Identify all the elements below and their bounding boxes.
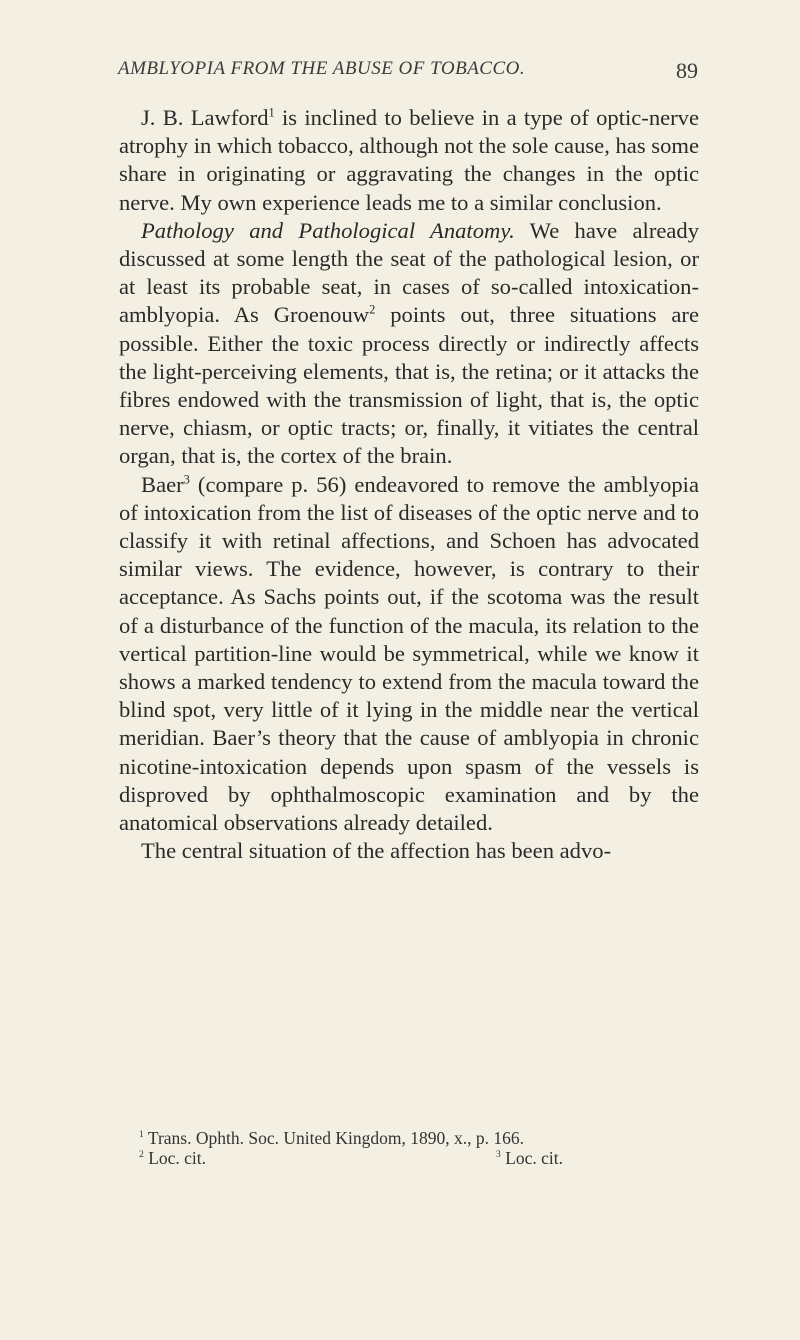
footnote-line — [139, 1148, 699, 1168]
footnote-mark: 3 — [496, 1149, 501, 1161]
footnote-text: Loc. cit. — [505, 1148, 564, 1168]
footnote-reference: 2 — [369, 302, 376, 317]
page-number: 89 — [676, 58, 698, 83]
footnote-mark: 1 — [139, 1129, 144, 1141]
running-head — [118, 58, 698, 88]
footnote-reference: 3 — [183, 472, 190, 487]
paragraph — [119, 837, 699, 865]
section-heading: Pathology and Pathological Anatomy. — [141, 217, 515, 243]
paragraph-text: J. B. Lawford — [141, 105, 269, 130]
paragraph — [119, 471, 699, 838]
paragraph-text: is inclined to believe in a type of optic-nerve atrophy in which tobacco, although not the sole cause, has some share in originating or aggravating the changes in the optic nerve. My own experience leads me to a similar conclusion. — [119, 105, 699, 215]
paragraph — [119, 104, 699, 217]
footnote-text: Loc. cit. — [148, 1148, 207, 1168]
footnote-text: Trans. Ophth. Soc. United Kingdom, 1890, x., p. 166. — [147, 1128, 524, 1148]
footnotes — [139, 1128, 699, 1168]
footnote-3 — [496, 1148, 563, 1168]
footnote-2 — [139, 1148, 206, 1168]
paragraph-text: The central situation of the affection has been advo- — [141, 838, 612, 864]
paragraph-text: Baer — [141, 471, 184, 497]
paragraph-text: (compare p. 56) endeavored to remove the amblyopia of intoxication from the list of diseases of the optic nerve and to classify it with retinal affections, and Schoen has advocated similar views. The evidence, however, is contrary to their acceptance. As Sachs points out, if the scotoma was the result of a disturbance of the function of the macula, its relation to the vertical partition-line would be symmetrical, while we know it shows a marked tendency to extend from the macula toward the blind spot, very little of it lying in the middle near the vertical meridian. Baer’s theory that the cause of amblyopia in chronic nicotine-intoxication depends upon spasm of the vessels is disproved by ophthalmoscopic examination and by the anatomical observations already detailed. — [119, 471, 699, 836]
body-text — [119, 104, 699, 865]
footnote-line — [139, 1128, 699, 1148]
footnote-mark: 2 — [139, 1149, 144, 1161]
paragraph-text: We have already discussed at some length the seat of the pathological lesion, or at least its probable seat, in cases of so-called intoxication-amblyopia. As Groenouw — [119, 217, 699, 328]
paragraph — [119, 217, 699, 471]
footnote-reference: 1 — [268, 105, 275, 120]
footnote-1 — [139, 1128, 524, 1148]
paragraph-text: points out, three situations are possible. Either the toxic process directly or indirectly affects the light-perceiving elements, that is, the retina; or it attacks the fibres endowed with the transmission of light, that is, the optic nerve, chiasm, or optic tracts; or, finally, it vitiates the central organ, that is, the cortex of the brain. — [119, 302, 699, 469]
running-title: AMBLYOPIA FROM THE ABUSE OF TOBACCO. — [118, 58, 526, 79]
